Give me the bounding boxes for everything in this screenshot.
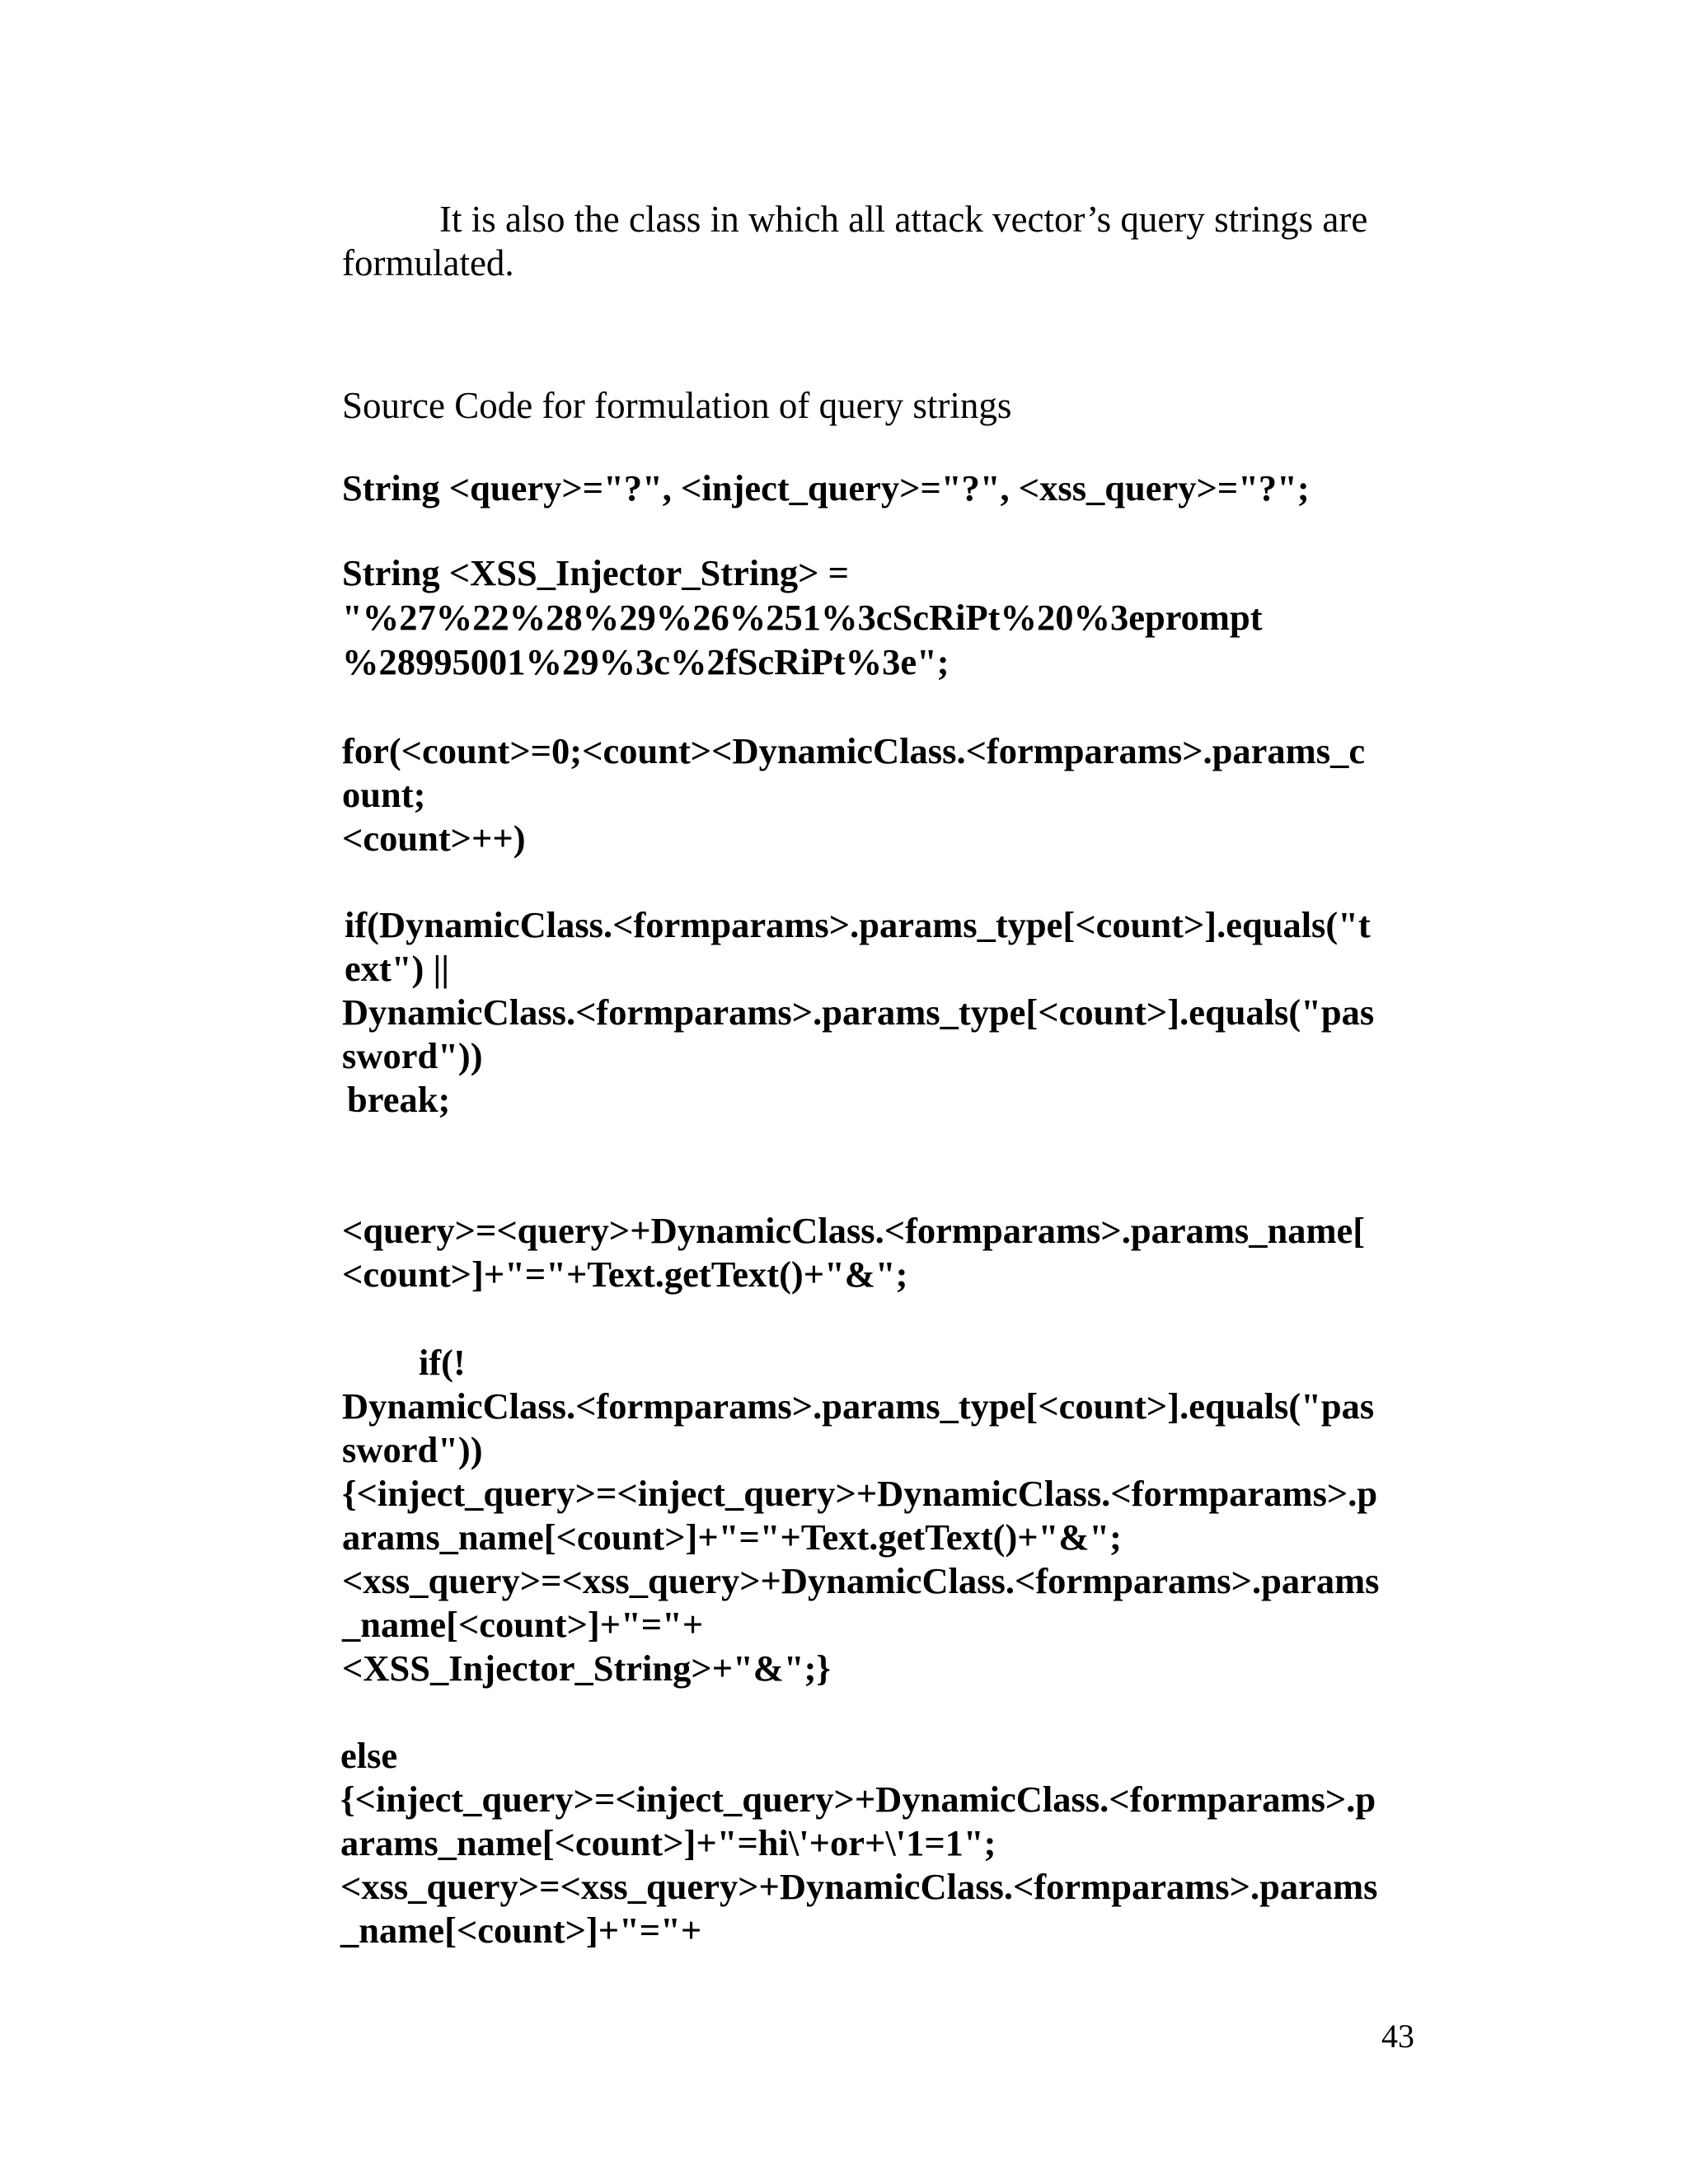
section-heading: Source Code for formulation of query strings — [342, 385, 1012, 426]
code-line: <xss_query>=<xss_query>+DynamicClass.<formparams>.params — [342, 1560, 1380, 1601]
code-line: %28995001%29%3c%2fScRiPt%3e"; — [342, 641, 950, 682]
intro-line-2: formulated. — [342, 242, 514, 284]
page-number: 43 — [1381, 2018, 1414, 2055]
code-line: sword")) — [342, 1429, 483, 1470]
code-line: ext") || — [345, 948, 450, 989]
code-line: _name[<count>]+"="+ — [340, 1910, 702, 1951]
code-line: DynamicClass.<formparams>.params_type[<count>].equals("pas — [342, 1385, 1375, 1427]
code-line: DynamicClass.<formparams>.params_type[<count>].equals("pas — [342, 991, 1375, 1033]
code-line: {<inject_query>=<inject_query>+DynamicClass.<formparams>.p — [340, 1779, 1376, 1820]
code-line: "%27%22%28%29%26%251%3cScRiPt%20%3eprompt — [342, 597, 1263, 638]
code-line: <count>++) — [342, 818, 526, 859]
code-line: if(DynamicClass.<formparams>.params_type[<count>].equals("t — [345, 904, 1371, 945]
code-line: _name[<count>]+"="+ — [342, 1604, 704, 1645]
code-line: <XSS_Injector_String>+"&";} — [342, 1647, 831, 1689]
code-line: ount; — [342, 774, 426, 815]
code-line: arams_name[<count>]+"="+Text.getText()+"&"; — [342, 1516, 1122, 1558]
code-line: else — [340, 1735, 398, 1776]
code-line: String <query>="?", <inject_query>="?", <xss_query>="?"; — [342, 467, 1310, 509]
code-line: <query>=<query>+DynamicClass.<formparams>.params_name[ — [342, 1210, 1366, 1251]
code-line: for(<count>=0;<count><DynamicClass.<formparams>.params_c — [342, 730, 1366, 771]
code-line: String <XSS_Injector_String> = — [342, 552, 850, 593]
code-line: <xss_query>=<xss_query>+DynamicClass.<formparams>.params — [340, 1866, 1378, 1907]
code-line: {<inject_query>=<inject_query>+DynamicClass.<formparams>.p — [342, 1473, 1378, 1514]
code-line: break; — [347, 1079, 451, 1120]
code-line: arams_name[<count>]+"=hi\'+or+\'1=1"; — [340, 1822, 996, 1863]
code-line: if(! — [419, 1342, 466, 1383]
intro-line-1: It is also the class in which all attack vector’s query strings are — [439, 199, 1368, 240]
code-line: <count>]+"="+Text.getText()+"&"; — [342, 1254, 908, 1295]
code-line: sword")) — [342, 1035, 483, 1076]
